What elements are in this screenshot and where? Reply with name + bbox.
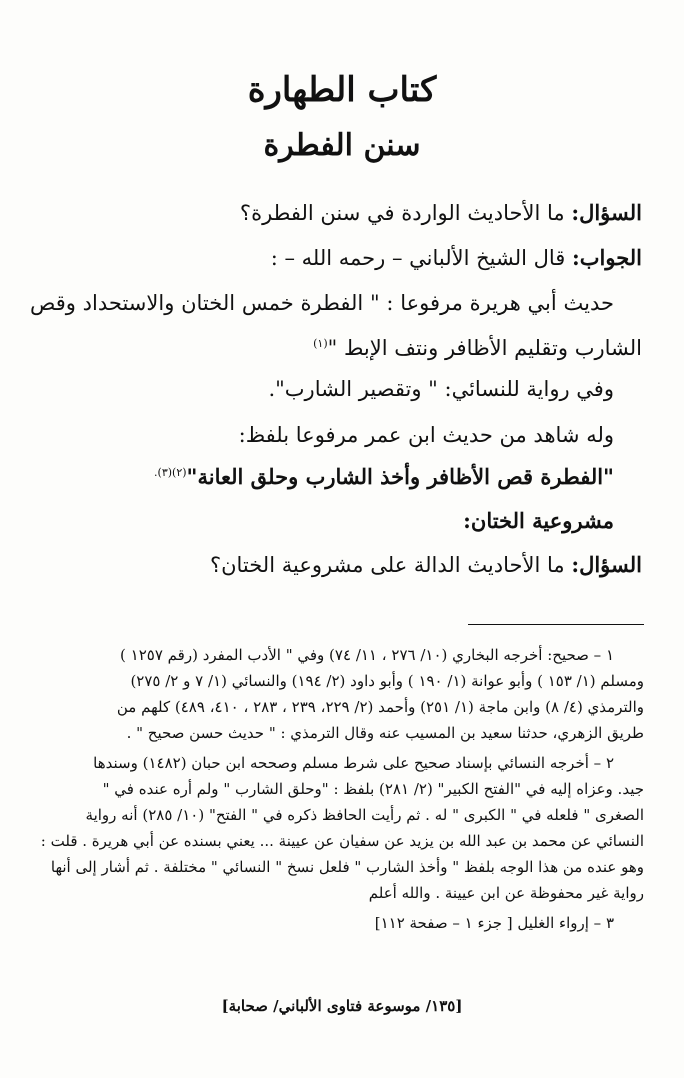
question-label: السؤال: (571, 200, 642, 225)
footnote-line: ٢ – أخرجه النسائي بإسناد صحيح على شرط مسلم وصححه ابن حبان (١٤٨٢) وسندها (93, 754, 614, 772)
footnote-line: رواية غير محفوظة عن ابن عيينة . والله أعلم (368, 884, 644, 902)
footnote-line: الصغرى " فلعله في " الكبرى " له . ثم رأيت الحافظ ذكره في " الفتح" (١٠/ ٢٨٥) أنه رواية (85, 806, 644, 824)
hadith-line-1: حديث أبي هريرة مرفوعا : " الفطرة خمس الختان والاستحداد وقص (30, 291, 614, 315)
footnote-ref-1: (١) (313, 337, 328, 350)
section-heading-text: مشروعية الختان: (463, 508, 614, 533)
hadith-line-2-text: الشارب وتقليم الأظافر ونتف الإبط " (327, 336, 642, 360)
page-footer: [١٣٥/ موسوعة فتاوى الألباني/ صحابة] (221, 997, 463, 1015)
footnote-line: ومسلم (١/ ١٥٣ ) وأبو عوانة (١/ ١٩٠ ) وأبو داود (٢/ ١٩٤) والنسائي (١/ ٧ و ٢/ ٢٧٥) (130, 672, 644, 690)
question-text: ما الأحاديث الواردة في سنن الفطرة؟ (239, 201, 572, 225)
supporting-narration: وله شاهد من حديث ابن عمر مرفوعا بلفظ: (238, 423, 614, 447)
footnote-separator (468, 624, 644, 625)
footnote-line: طريق الزهري، حدثنا سعيد بن المسيب عنه وقال الترمذي : " حديث حسن صحيح " . (126, 724, 644, 742)
ibn-umar-hadith-text: "الفطرة قص الأظافر وأخذ الشارب وحلق العانة" (186, 464, 614, 489)
question-2-text: ما الأحاديث الدالة على مشروعية الختان؟ (209, 553, 572, 577)
hadith-line-2 (30, 329, 642, 363)
answer-1 (30, 243, 642, 273)
question-2-label: السؤال: (571, 552, 642, 577)
footnote-line: وهو عنده من هذا الوجه بلفظ " وأخذ الشارب " فلعل نسخ " النسائي " مختلفة . ثم أشار إلى أنها (50, 858, 644, 876)
nasai-narration: وفي رواية للنسائي: " وتقصير الشارب". (268, 377, 614, 401)
answer-text: قال الشيخ الألباني – رحمه الله – : (270, 246, 572, 270)
ibn-umar-hadith (30, 458, 614, 492)
answer-label: الجواب: (572, 245, 642, 270)
footnote-refs-2-3: (٢)(٣). (154, 466, 187, 479)
section-heading (30, 506, 614, 536)
footnote-line: النسائي عن محمد بن عبد الله بن يزيد عن سفيان عن عيينة ... يعني بسنده عن أبي هريرة . قلت : (40, 832, 644, 850)
question-2 (30, 550, 642, 580)
chapter-title: سنن الفطرة (263, 128, 421, 163)
book-title: كتاب الطهارة (247, 70, 437, 110)
footnote-line: جيد. وعزاه إليه في "الفتح الكبير" (٢/ ٢٨١) بلفظ : "وحلق الشارب " ولم أره عنده في " (102, 780, 644, 798)
question-1 (30, 198, 642, 228)
footnote-line: ١ – صحيح: أخرجه البخاري (١٠/ ٢٧٦ ، ١١/ ٧٤) وفي " الأدب المفرد (رقم ١٢٥٧ ) (120, 646, 614, 664)
footnote-line: ٣ – إرواء الغليل [ جزء ١ – صفحة ١١٢] (374, 914, 614, 932)
footnote-line: والترمذي (٤/ ٨) وابن ماجة (١/ ٢٥١) وأحمد (٢/ ٢٢٩، ٢٣٩ ، ٢٨٣ ، ٤١٠، ٤٨٩) كلهم من (116, 698, 644, 716)
